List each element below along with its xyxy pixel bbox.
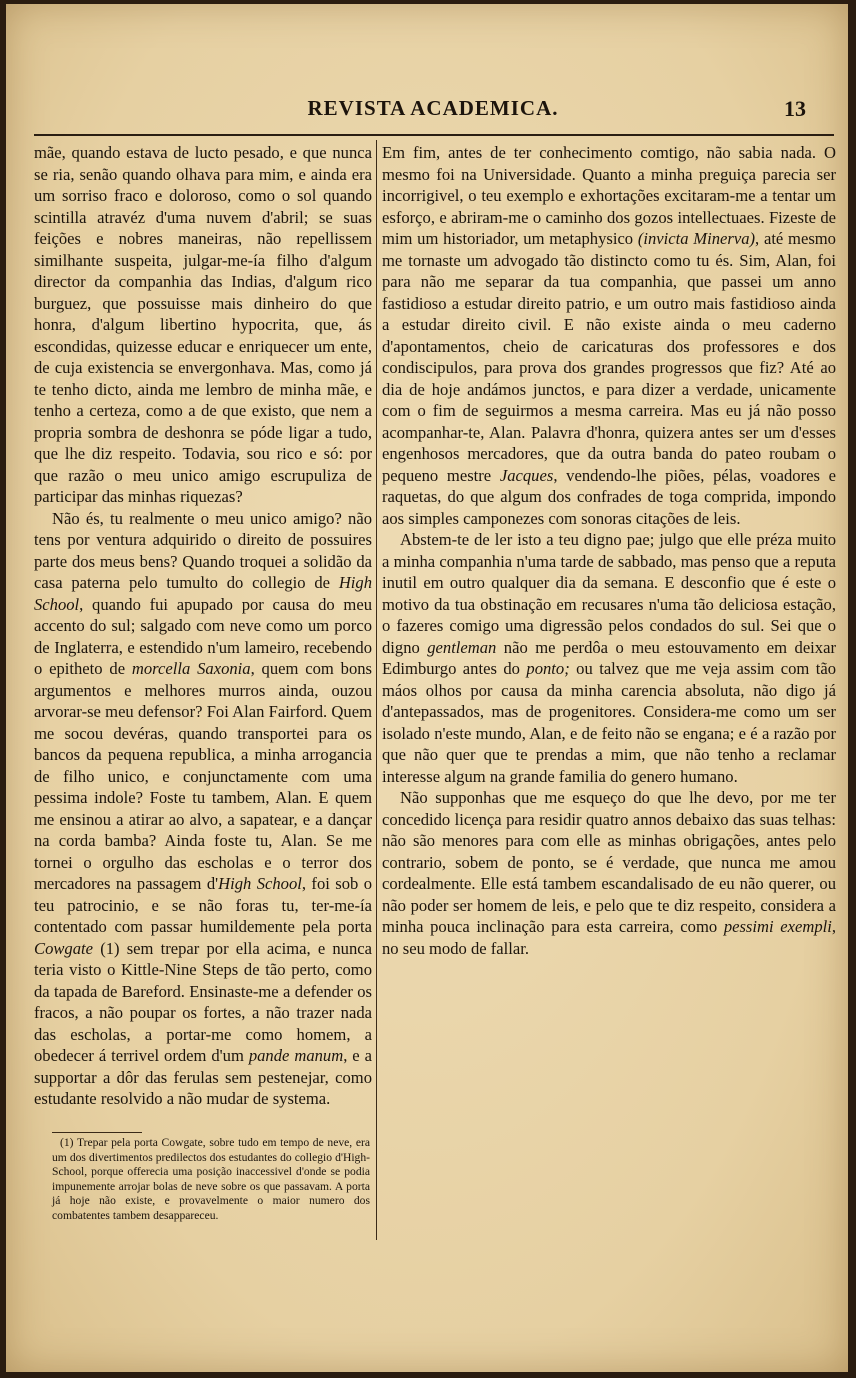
text-run: , no seu modo de fallar. [382,917,836,958]
text-run: , e a supportar a dôr das ferulas sem pestenejar, como estudante resolvido a não mudar de systema. [34,1046,372,1108]
footnote-text: (1) Trepar pela porta Cowgate, sobre tudo em tempo de neve, era um dos divertimentos predilectos dos estudantes do collegio d'High-School, porque offerecia uma posição inaccessivel d'onde se podia impunemente arrojar bolas de neve sobre os que passavam. A porta já hoje não existe, e provavelmente o maior numero dos combatentes tambem desappareceu. [52,1136,370,1222]
text-run: ou talvez que me veja assim com tão máos olhos por causa da minha carencia absoluta, não digo já d'antepassados, mas de progenitores. Considera-me como um ser isolado n'este mundo, Alan, e de feito não se engana; e é a razão por que não quer que te prendas a mim, que não tenho a reclamar interesse algum na grande familia do genero humano. [382,659,836,786]
italic-term: pande manum [248,1046,344,1065]
text-run: não me perdôa o meu estouvamento em deixar Edimburgo antes do [382,637,836,678]
italic-term: ponto; [526,659,570,678]
italic-term: High School [34,573,372,614]
text-run: , foi sob o teu patrocinio, e se não foras tu, ter-me-ía contentado com passar humildemente pela porta [34,874,372,936]
italic-term: Jacques [499,465,554,485]
italic-term: High School [218,874,302,893]
right-column-text [382,142,836,959]
footnote [52,1136,370,1224]
text-run: , quem com bons argumentos e melhores murros ainda, ouzou arvorar-se meu defensor? Foi Alan Fairford. Quem me socou devéras, quando transportei para os bancos da pequena republica, a minha arrogancia de filho unico, e conjunctamente com uma pessima indole? Foste tu tambem, Alan. E quem me ensinou a atirar ao alvo, a sapatear, e a dançar na corda bamba? Ainda foste tu, Alan. Se me tornei o orgulho das escholas e o terror dos mercadores na passagem d' [34,659,372,893]
page-header [6,96,848,126]
text-run: Em fim, antes de ter conhecimento comtigo, não sabia nada. O mesmo foi na Universidade. Quanto a minha preguiça parecia ser incorrigivel, o teu exemplo e exhortações excitaram-me a tentar um esforço, e abriram-me o caminho dos gozos intellectuaes. Fizeste de mim um historiador, um metaphysico [382,143,836,248]
book-page [6,4,848,1372]
text-run: Não és, tu realmente o meu unico amigo? não tens por ventura adquirido o direito de possuires parte dos meus bens? Quando troquei a solidão da casa paterna pelo tumulto do collegio de [34,508,372,592]
right-paragraph-1 [382,142,836,529]
page-number: 13 [784,96,806,121]
right-paragraph-2 [382,529,836,787]
right-column [376,142,836,959]
right-paragraph-3 [382,787,836,959]
footnote-rule [52,1132,142,1133]
left-paragraph-1: mãe, quando estava de lucto pesado, e que nunca se ria, senão quando olhava para mim, e ainda era um sorriso fraco e doloroso, como o sol quando scintilla atravéz d'uma nuvem d'abril; se suas feições e nobres maneiras, não repellissem similhante suspeita, julgar-me-ía filho d'algum director da companhia das Indias, d'algum rico burguez, que possuisse mais dinheiro do que honra, d'algum libertino hypocrita, que, ás escondidas, quizesse educar e enriquecer um ente, de cuja existencia se envergonhava. Mas, como já te tenho dicto, ainda me lembro de minha mãe, e tenho a certeza, como a de que existo, que nem a propria sombra de deshonra se póde ligar a tudo, que lhe diz respeito. Todavia, sou rico e só: por que razão o meu unico amigo escrupuliza de participar das minhas riquezas? [34,143,372,506]
italic-term: pessimi exempli [723,917,832,936]
left-column [34,142,372,1110]
italic-term: gentleman [427,637,497,657]
running-title: REVISTA ACADEMICA. [307,96,559,120]
text-run: , quando fui apupado por causa do meu accento do sul; salgado com neve como um porco de Inglaterra, e estendido n'um lameiro, recebendo o epitheto de [34,594,372,678]
left-paragraph-2 [34,508,372,1110]
italic-term: morcella Saxonia [131,659,251,678]
text-run: Não supponhas que me esqueço do que lhe devo, por me ter concedido licença para residir quatro annos debaixo das suas telhas: não são menores para com elle as minhas obrigações, antes pelo contrario, sobem de ponto, se é verdade, que nunca me amou cordealmente. Elle está tambem escandalisado de eu não querer, ou não poder ser homem de leis, e pelo que te diz respeito, considera a minha pouca inclinação para esta carreira, como [382,788,836,936]
text-run: , até mesmo me tornaste um advogado tão distincto como tu és. Sim, Alan, foi para não me separar da tua companhia, que passei um anno fastidioso a estudar direito patrio, e um outro mais fastidioso ainda a estudar direito civil. E não existe ainda o meu caderno d'apontamentos, cheio de caricaturas dos professores e dos condiscipulos, para prova dos grandes progressos que fiz? Até ao dia de hoje andámos junctos, e para dizer a verdade, unicamente com o fim de seguirmos a mesma carreira. Mas eu já não posso acompanhar-te, Alan. Palavra d'honra, quizera antes ser um d'esses engenhosos mercadores, que da outra banda do pateo roubam o pequeno mestre [382,229,836,485]
italic-term: Cowgate [34,938,94,958]
italic-term: (invicta Minerva) [637,229,756,248]
header-rule [34,134,834,136]
text-run: , vendendo-lhe piões, pélas, voadores e raquetas, do que algum dos confrades de toga comprida, impondo aos simples camponezes com sonoras citações de leis. [382,465,836,528]
text-run: (1) sem trepar por ella acima, e nunca teria visto o Kittle-Nine Steps de tão perto, como da tapada de Bareford. Ensinaste-me a defender os fracos, a não poupar os fortes, a não trazer nada das escholas, a portar-me como homem, a obedecer á terrivel ordem d'um [34,938,372,1065]
text-run: Abstem-te de ler isto a teu digno pae; julgo que elle préza muito a minha companhia n'uma tarde de sabbado, mas penso que a reputa inutil em outro qualquer dia da semana. E desconfio que é este o motivo da tua obstinação em recusares n'uma tão deliciosa estação, o fazeres comigo uma digressão pelos condados do sul. Sei que o digno [382,530,836,657]
